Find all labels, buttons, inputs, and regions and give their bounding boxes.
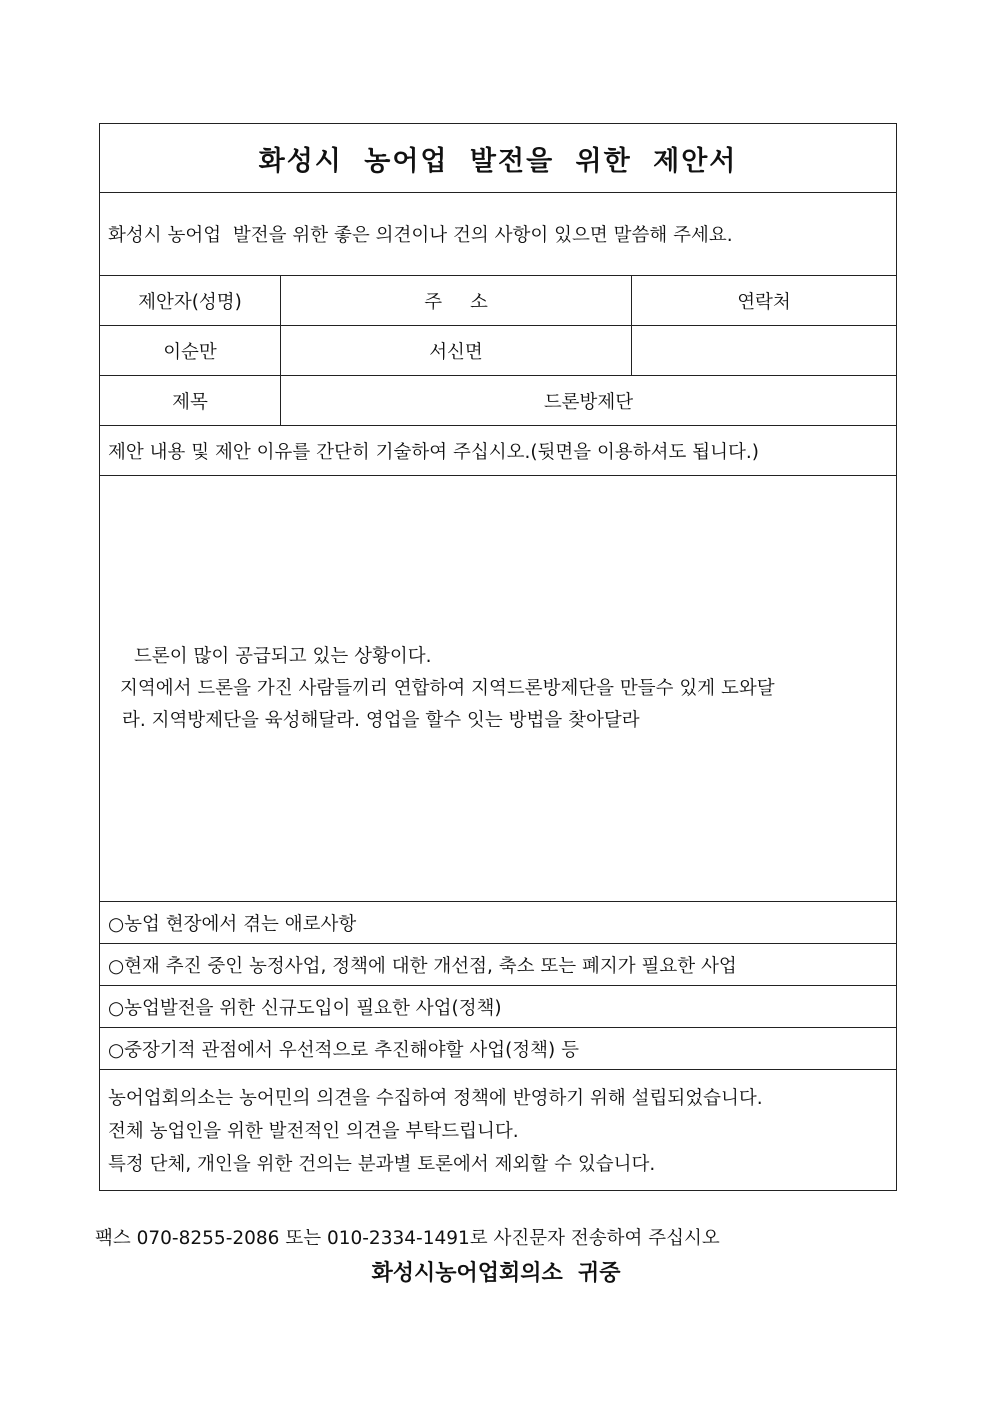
content-line: 라. 지역방제단을 육성해달라. 영업을 할수 잇는 방법을 찾아달라 [122,710,640,731]
address-value: 서신면 [281,326,632,375]
proposal-form [99,123,897,1191]
address-header: 주 소 [281,276,632,325]
recipient-signature: 화성시농어업회의소 귀중 [371,1261,621,1286]
form-title: 화성시 농어업 발전을 위한 제안서 [258,145,738,177]
subject-value: 드론방제단 [543,391,634,413]
checklist-item: ○중장기적 관점에서 우선적으로 추진해야할 사업(정책) 등 [100,1027,896,1069]
fax-instruction: 팩스 070-8255-2086 또는 010-2334-1491로 사진문자 전송하여 주십시오 [95,1228,720,1249]
proposer-name: 이순만 [100,326,281,375]
contact-header: 연락처 [737,291,791,313]
header-row [100,275,896,325]
notice-line: 농어업회의소는 농어민의 의견을 수집하여 정책에 반영하기 위해 설립되었습니다. [108,1088,763,1109]
content-line: 지역에서 드론을 가진 사람들끼리 연합하여 지역드론방제단을 만들수 있게 도와달 [120,678,775,699]
notice-box [100,1069,896,1190]
contact-value [632,326,896,375]
notice-line: 특정 단체, 개인을 위한 건의는 분과별 토론에서 제외할 수 있습니다. [108,1154,656,1175]
notice-line: 전체 농업인을 위한 발전적인 의견을 부탁드립니다. [108,1121,519,1142]
content-text [120,641,880,737]
checklist-item: ○농업발전을 위한 신규도입이 필요한 사업(정책) [100,985,896,1027]
content-area [100,475,896,901]
subject-row [100,375,896,425]
checklist-item: ○농업 현장에서 겪는 애로사항 [100,901,896,943]
checklist-item: ○현재 추진 중인 농정사업, 정책에 대한 개선점, 축소 또는 폐지가 필요한 사업 [100,943,896,985]
content-prompt: 제안 내용 및 제안 이유를 간단히 기술하여 주십시오.(뒷면을 이용하셔도 됩니다.) [100,425,896,475]
intro-text: 화성시 농어업 발전을 위한 좋은 의견이나 건의 사항이 있으면 말씀해 주세요. [100,192,896,275]
proposer-header: 제안자(성명) [100,276,281,325]
content-line: 드론이 많이 공급되고 있는 상황이다. [134,646,432,667]
subject-label: 제목 [100,376,281,425]
value-row [100,325,896,375]
